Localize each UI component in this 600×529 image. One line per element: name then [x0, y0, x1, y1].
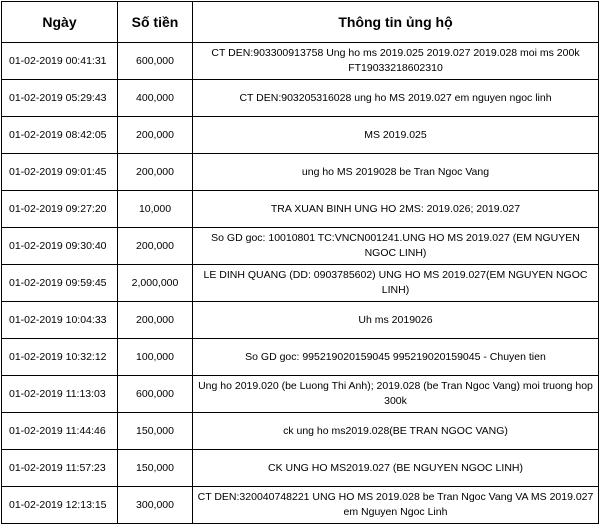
table-row: [2, 487, 599, 524]
cell-amount: 600,000: [118, 43, 193, 80]
table-row: [2, 302, 599, 339]
cell-amount: 150,000: [118, 413, 193, 450]
cell-info: ck ung ho ms2019.028(BE TRAN NGOC VANG): [193, 413, 599, 450]
table-row: [2, 339, 599, 376]
table-row: [2, 228, 599, 265]
cell-date: 01-02-2019 11:57:23: [2, 450, 118, 487]
cell-info: TRA XUAN BINH UNG HO 2MS: 2019.026; 2019.027: [193, 191, 599, 228]
cell-amount: 10,000: [118, 191, 193, 228]
cell-info: So GD goc: 995219020159045 995219020159045 - Chuyen tien: [193, 339, 599, 376]
column-header-date: Ngày: [2, 2, 118, 43]
table-row: [2, 117, 599, 154]
cell-date: 01-02-2019 10:04:33: [2, 302, 118, 339]
cell-date: 01-02-2019 09:27:20: [2, 191, 118, 228]
cell-info: CT DEN:320040748221 UNG HO MS 2019.028 be Tran Ngoc Vang VA MS 2019.027 em Nguyen Ngoc Linh: [193, 487, 599, 524]
column-header-amount: Số tiền: [118, 2, 193, 43]
column-header-info: Thông tin ủng hộ: [193, 2, 599, 43]
cell-amount: 200,000: [118, 154, 193, 191]
cell-date: 01-02-2019 00:41:31: [2, 43, 118, 80]
cell-amount: 150,000: [118, 450, 193, 487]
table-row: [2, 43, 599, 80]
cell-info: CT DEN:903300913758 Ung ho ms 2019.025 2019.027 2019.028 moi ms 200k FT19033218602310: [193, 43, 599, 80]
cell-info: Uh ms 2019026: [193, 302, 599, 339]
cell-info: CK UNG HO MS2019.027 (BE NGUYEN NGOC LINH): [193, 450, 599, 487]
table-row: [2, 80, 599, 117]
cell-amount: 200,000: [118, 117, 193, 154]
donation-table: [1, 1, 599, 524]
cell-date: 01-02-2019 11:13:03: [2, 376, 118, 413]
table-row: [2, 265, 599, 302]
table-row: [2, 376, 599, 413]
cell-date: 01-02-2019 09:01:45: [2, 154, 118, 191]
cell-date: 01-02-2019 09:30:40: [2, 228, 118, 265]
table-row: [2, 191, 599, 228]
cell-info: Ung ho 2019.020 (be Luong Thi Anh); 2019.028 (be Tran Ngoc Vang) moi truong hop 300k: [193, 376, 599, 413]
cell-info: MS 2019.025: [193, 117, 599, 154]
cell-amount: 300,000: [118, 487, 193, 524]
cell-info: CT DEN:903205316028 ung ho MS 2019.027 em nguyen ngoc linh: [193, 80, 599, 117]
cell-date: 01-02-2019 12:13:15: [2, 487, 118, 524]
cell-date: 01-02-2019 08:42:05: [2, 117, 118, 154]
cell-amount: 400,000: [118, 80, 193, 117]
cell-amount: 200,000: [118, 228, 193, 265]
table-row: [2, 413, 599, 450]
cell-info: So GD goc: 10010801 TC:VNCN001241.UNG HO MS 2019.027 (EM NGUYEN NGOC LINH): [193, 228, 599, 265]
cell-amount: 200,000: [118, 302, 193, 339]
cell-date: 01-02-2019 11:44:46: [2, 413, 118, 450]
table-row: [2, 154, 599, 191]
cell-amount: 100,000: [118, 339, 193, 376]
cell-info: LE DINH QUANG (DD: 0903785602) UNG HO MS 2019.027(EM NGUYEN NGOC LINH): [193, 265, 599, 302]
cell-amount: 600,000: [118, 376, 193, 413]
cell-date: 01-02-2019 05:29:43: [2, 80, 118, 117]
cell-date: 01-02-2019 10:32:12: [2, 339, 118, 376]
table-row: [2, 450, 599, 487]
cell-date: 01-02-2019 09:59:45: [2, 265, 118, 302]
header-row: [2, 2, 599, 43]
cell-amount: 2,000,000: [118, 265, 193, 302]
cell-info: ung ho MS 2019028 be Tran Ngoc Vang: [193, 154, 599, 191]
